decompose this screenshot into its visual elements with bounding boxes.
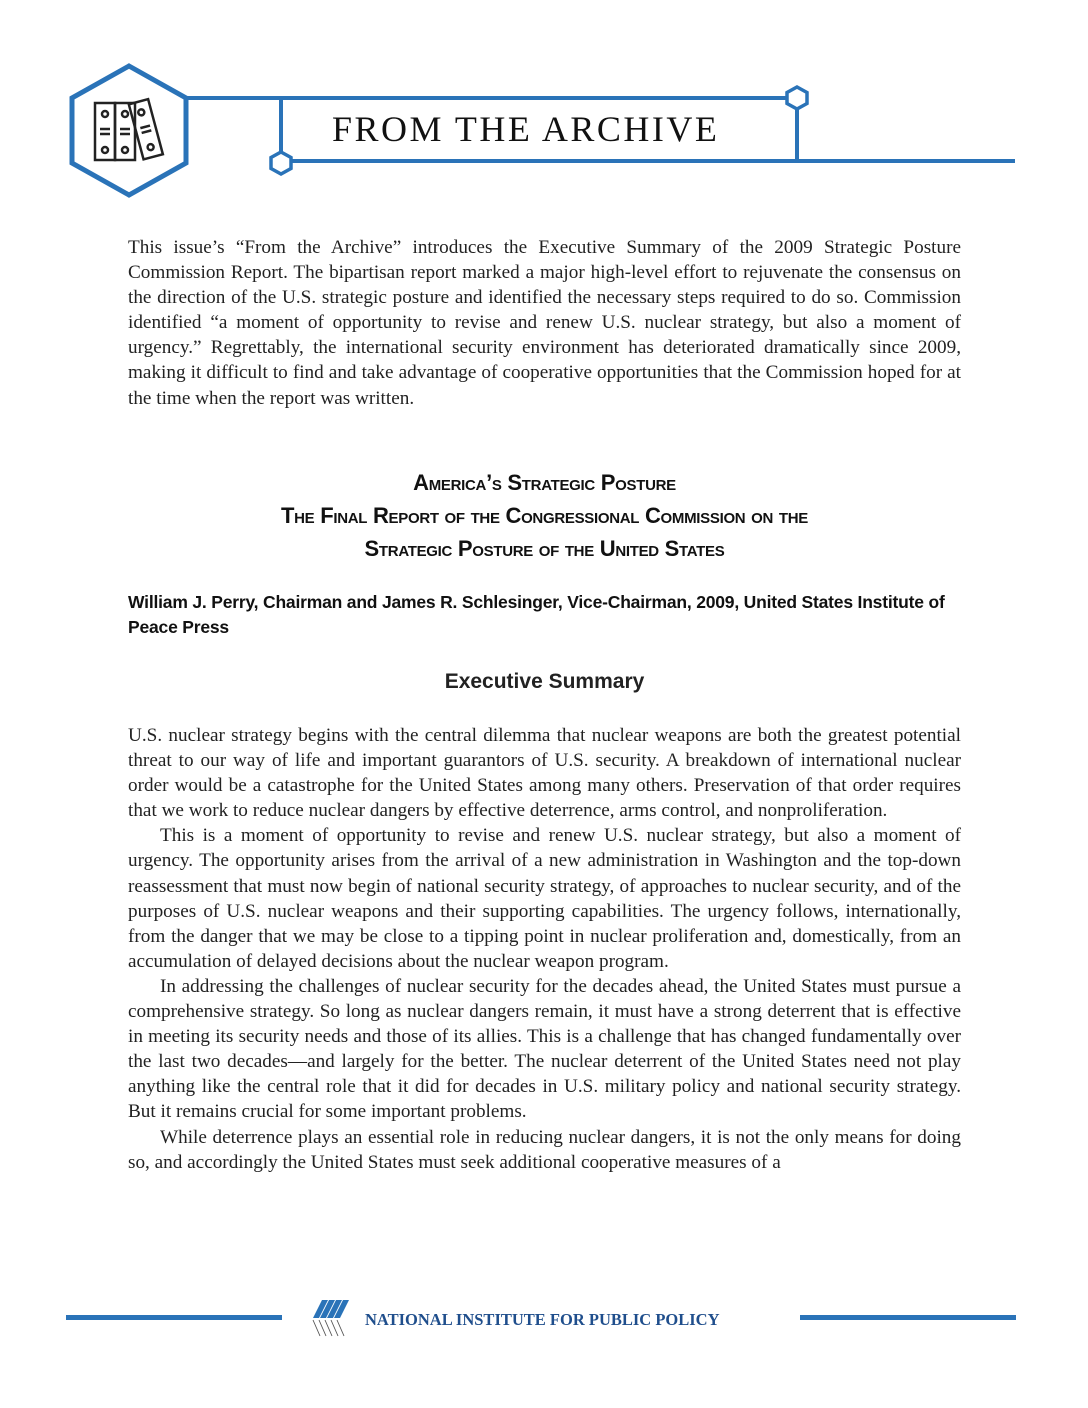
footer-rule-left xyxy=(66,1315,282,1320)
hexagon-frame xyxy=(72,66,186,195)
small-hexagon-right xyxy=(787,87,807,109)
nipp-logo-icon xyxy=(313,1300,349,1336)
intro-paragraph: This issue’s “From the Archive” introduces the Executive Summary of the 2009 Strategic Posture Commission Report. The bipartisan report marked a major high-level effort to rejuvenate the consensus on the direction of the U.S. strategic posture and identified the necessary steps required to do so. Commission identified “a moment of opportunity to revise and renew U.S. nuclear strategy, but also a moment of urgency.” Regrettably, the international security environment has deteriorated dramatically since 2009, making it difficult to find and take advantage of cooperative opportunities that the Commission hoped for at the time when the report was written. xyxy=(128,237,961,409)
summary-paragraph: This is a moment of opportunity to revise and renew U.S. nuclear strategy, but also a moment of urgency. The opportunity arises from the arrival of a new administration in Washington and the top-down reassessment that must now begin of national security strategy, of approaches to nuclear security, and of the purposes of U.S. nuclear weapons and their supporting capabilities. The urgency follows, internationally, from the danger that we may be close to a tipping point in nuclear proliferation and, domestically, from an accumulation of delayed decisions about the nuclear weapon program. xyxy=(128,825,961,972)
archive-header-graphic xyxy=(0,0,1088,210)
summary-paragraph: In addressing the challenges of nuclear security for the decades ahead, the United States must pursue a comprehensive strategy. So long as nuclear dangers remain, it must have a strong deterrent that is effective in meeting its security needs and those of its allies. This is a challenge that has changed fundamentally over the last two decades—and largely for the better. The nuclear deterrent of the United States need not play anything like the central role that it did for decades in U.S. military policy and national security strategy. But it remains crucial for some important problems. xyxy=(128,975,961,1123)
organization-name: NATIONAL INSTITUTE FOR PUBLIC POLICY xyxy=(365,1310,720,1329)
footer-rule-right xyxy=(800,1315,1016,1320)
report-title-line-1: America’s Strategic Posture xyxy=(413,470,676,495)
summary-paragraph: U.S. nuclear strategy begins with the central dilemma that nuclear weapons are both the greatest potential threat to our way of life and important guarantors of U.S. security. A breakdown of international nuclear order would be a catastrophe for the United States among many others. Preservation of that order requires that we work to reduce nuclear dangers by effective deterrence, arms control, and nonproliferation. xyxy=(128,725,961,822)
section-title: FROM THE ARCHIVE xyxy=(332,109,720,149)
executive-summary-heading: Executive Summary xyxy=(444,670,645,693)
small-hexagon-left xyxy=(271,152,291,174)
executive-summary-body xyxy=(128,723,961,1175)
report-authors: William J. Perry, Chairman and James R. Schlesinger, Vice-Chairman, 2009, United States Institute of Peace Press xyxy=(128,592,945,637)
report-title xyxy=(128,466,961,565)
report-title-line-3: Strategic Posture of the United States xyxy=(364,536,725,561)
intro-section xyxy=(128,235,961,411)
summary-paragraph: While deterrence plays an essential role in reducing nuclear dangers, it is not the only means for doing so, and accordingly the United States must seek additional cooperative measures of a xyxy=(128,1126,961,1173)
report-title-line-2: The Final Report of the Congressional Commission on the xyxy=(281,503,808,528)
